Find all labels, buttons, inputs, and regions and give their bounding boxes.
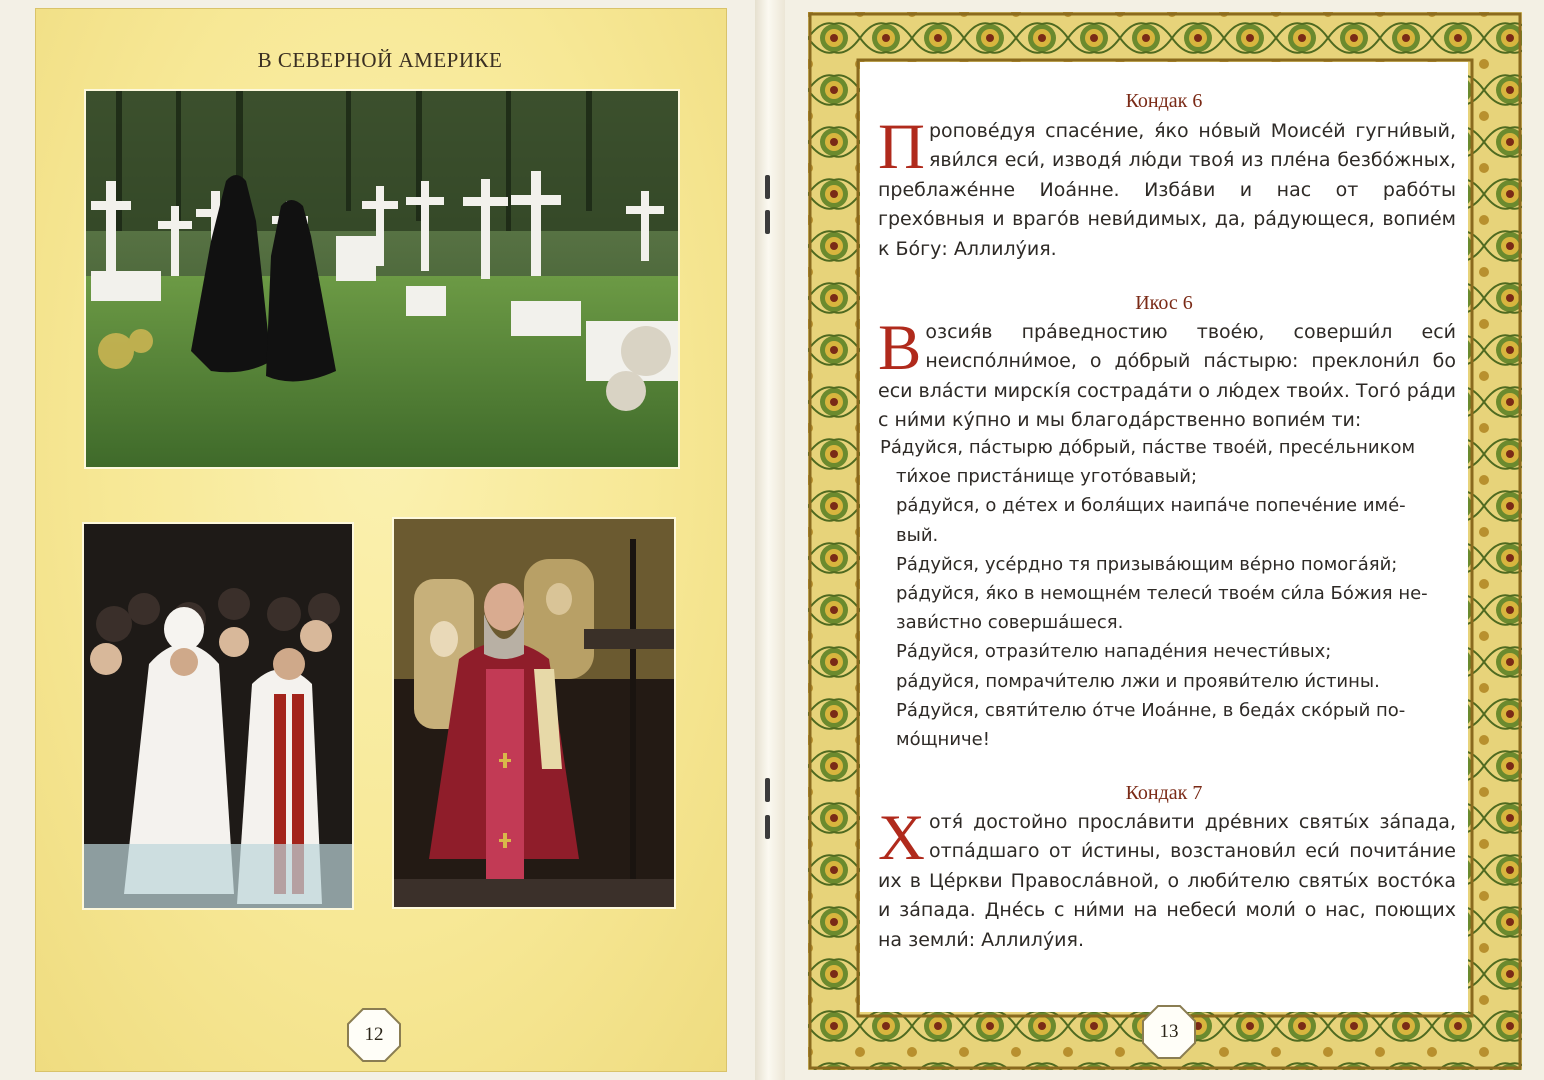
- refrain-line: вый.: [896, 524, 939, 546]
- kondak7-text: отя́ достойно просла́вити дре́вних святы́х за́пада, отпа́дшаго от и́стины, возстанови́л еси́ почита́ние их в Це́ркви Правосла́вной, о люби́телю святы́х восто́ка и за́пада. Дне́сь с ни́ми на небеси́ моли́ о нас, поющих на земли́: Аллилу́ия.: [878, 811, 1456, 951]
- ikos6-refrain: [880, 433, 1450, 754]
- staple: [765, 175, 770, 199]
- staple: [765, 815, 770, 839]
- refrain-line: Ра́дуйся, па́стырю до́брый, па́стве твое́й, пресе́льником: [880, 437, 1416, 458]
- ikos6-dropcap: В: [878, 312, 922, 384]
- book-spine: [755, 0, 785, 1080]
- page-number-left: 12: [346, 1007, 402, 1063]
- refrain-line: ти́хое приста́нище угото́вавый;: [896, 466, 1198, 488]
- staple: [765, 778, 770, 802]
- running-head: В СЕВЕРНОЙ АМЕРИКЕ: [257, 48, 503, 72]
- kondak6-dropcap: П: [878, 111, 925, 183]
- refrain-line: ра́дуйся, о де́тех и боля́щих наипа́че попече́ние име́-: [896, 495, 1406, 517]
- priest-photo: [392, 517, 676, 909]
- refrain-line: Ра́дуйся, отрази́телю нападе́ния нечести́вых;: [896, 641, 1332, 663]
- kondak7-stanza: [878, 802, 1456, 955]
- staple: [765, 210, 770, 234]
- ikos6-stanza: [878, 312, 1456, 436]
- ikos6-title: Икос 6: [1135, 292, 1193, 314]
- refrain-line: Ра́дуйся, усе́рдно тя призыва́ющим ве́рно помога́яй;: [896, 553, 1398, 575]
- kondak6-text: ропове́дуя спасе́ние, я́ко но́вый Моисе́й гугни́вый, яви́лся еси́, изводя́ лю́ди твоя́ из пле́на безбо́жных, преблаже́нне Иоа́нне. Изба́ви и нас от рабо́ты грехо́вныя и враго́в неви́димых, да, ра́дующеся, вопие́м к Бо́гу: Аллилу́ия.: [878, 120, 1456, 260]
- bishop-photo: [82, 522, 354, 910]
- kondak6-title: Кондак 6: [1125, 90, 1203, 112]
- kondak6-stanza: [878, 111, 1456, 264]
- refrain-line: мо́щниче!: [896, 729, 990, 751]
- ikos6-text: озсия́в пра́ведностию твое́ю, соверши́л еси́ неиспо́лни́мое, о до́брый па́стырю: преклони́л бо еси вла́сти мирскíя сострада́ти о лю́дех твои́х. Того́ ра́ди с ни́ми ку́пно и мы благода́рственно вопие́м ти:: [878, 321, 1456, 432]
- cemetery-photo: [84, 89, 680, 469]
- refrain-line: ра́дуйся, я́ко в немощне́м телеси́ твое́м си́ла Бо́жия не-: [896, 583, 1428, 605]
- page-number-right: 13: [1141, 1004, 1197, 1060]
- refrain-line: Ра́дуйся, святи́телю о́тче Иоа́нне, в беда́х ско́рый по-: [896, 699, 1406, 721]
- kondak7-dropcap: Х: [878, 802, 925, 874]
- refrain-line: зави́стно соверша́шеся.: [896, 612, 1124, 634]
- refrain-line: ра́дуйся, помрачи́телю лжи и прояви́телю и́стины.: [896, 670, 1380, 692]
- kondak7-title: Кондак 7: [1125, 782, 1203, 804]
